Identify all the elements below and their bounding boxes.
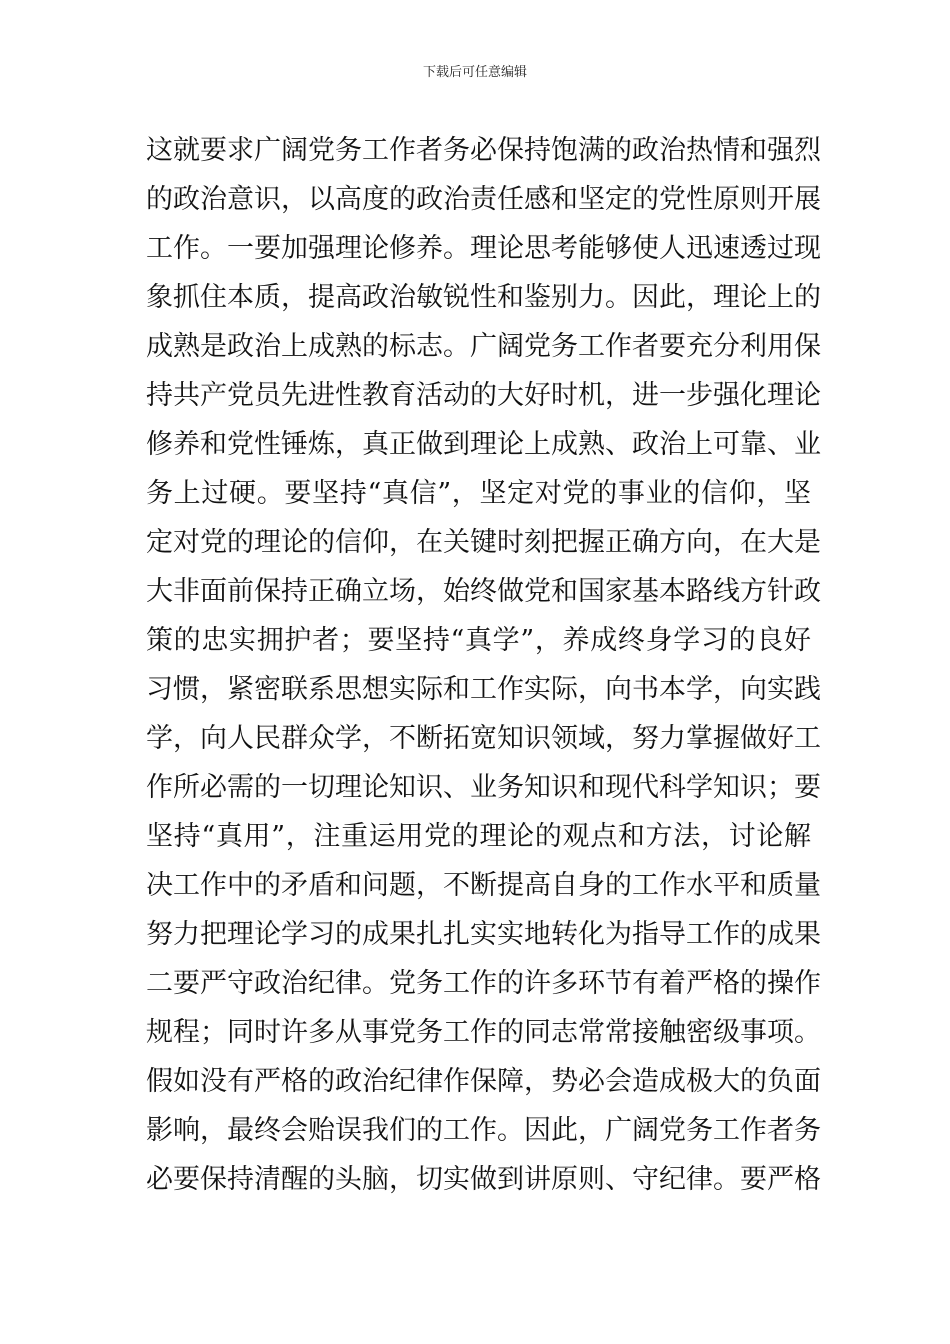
text-line: 坚持“真用”，注重运用党的理论的观点和方法，讨论解	[146, 821, 811, 852]
text-line: 学，向人民群众学，不断拓宽知识领域，努力掌握做好工	[146, 723, 821, 754]
text-line: 修养和党性锤炼，真正做到理论上成熟、政治上可靠、业	[146, 429, 821, 460]
text-line: 决工作中的矛盾和问题，不断提高自身的工作水平和质量	[146, 870, 821, 901]
page-header: 下载后可任意编辑	[422, 65, 527, 80]
text-line: 必要保持清醒的头脑，切实做到讲原则、守纪律。要严格	[146, 1164, 821, 1195]
text-line: 努力把理论学习的成果扎扎实实地转化为指导工作的成果	[146, 919, 821, 950]
text-line: 的政治意识，以高度的政治责任感和坚定的党性原则开展	[146, 184, 821, 215]
text-line: 务上过硬。要坚持“真信”，坚定对党的事业的信仰，坚	[146, 478, 811, 509]
text-line: 假如没有严格的政治纪律作保障，势必会造成极大的负面	[146, 1066, 821, 1097]
text-line: 策的忠实拥护者；要坚持“真学”，养成终身学习的良好	[146, 625, 811, 656]
text-line: 工作。一要加强理论修养。理论思考能够使人迅速透过现	[146, 233, 821, 264]
document-body	[146, 126, 821, 1204]
text-line: 影响，最终会贻误我们的工作。因此，广阔党务工作者务	[146, 1115, 821, 1146]
text-line: 大非面前保持正确立场，始终做党和国家基本路线方针政	[146, 576, 821, 607]
text-line: 持共产党员先进性教育活动的大好时机，进一步强化理论	[146, 380, 821, 411]
text-line: 定对党的理论的信仰，在关键时刻把握正确方向，在大是	[146, 527, 821, 558]
text-line: 习惯，紧密联系思想实际和工作实际，向书本学，向实践	[146, 674, 821, 705]
text-line: 二要严守政治纪律。党务工作的许多环节有着严格的操作	[146, 968, 821, 999]
text-line: 成熟是政治上成熟的标志。广阔党务工作者要充分利用保	[146, 331, 821, 362]
text-line: 规程；同时许多从事党务工作的同志常常接触密级事项。	[146, 1017, 821, 1048]
text-line: 象抓住本质，提高政治敏锐性和鉴别力。因此，理论上的	[146, 282, 821, 313]
text-line: 作所必需的一切理论知识、业务知识和现代科学知识；要	[146, 772, 821, 803]
text-line: 这就要求广阔党务工作者务必保持饱满的政治热情和强烈	[146, 135, 821, 166]
